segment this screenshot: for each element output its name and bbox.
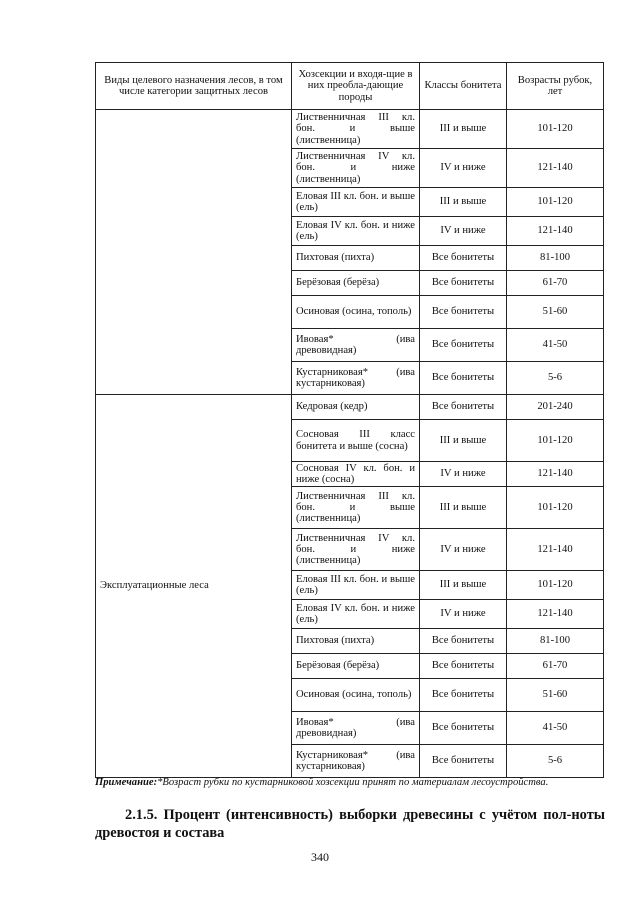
species-cell: Берёзовая (берёза)	[292, 271, 420, 296]
cutting-age-cell: 51-60	[507, 296, 604, 329]
bonitet-cell: III и выше	[420, 188, 507, 217]
bonitet-cell: III и выше	[420, 571, 507, 600]
bonitet-cell: Все бонитеты	[420, 296, 507, 329]
cutting-age-cell: 51-60	[507, 679, 604, 712]
species-cell: Ивовая* (ива древовидная)	[292, 329, 420, 362]
cutting-age-cell: 101-120	[507, 571, 604, 600]
bonitet-cell: Все бонитеты	[420, 629, 507, 654]
header-cutting-age: Возрасты рубок, лет	[507, 63, 604, 110]
species-cell: Пихтовая (пихта)	[292, 246, 420, 271]
bonitet-cell: Все бонитеты	[420, 654, 507, 679]
species-cell: Осиновая (осина, тополь)	[292, 679, 420, 712]
species-cell: Лиственничная III кл. бон. и выше (лиственница)	[292, 110, 420, 149]
cutting-age-cell: 41-50	[507, 329, 604, 362]
cutting-age-cell: 61-70	[507, 271, 604, 296]
cutting-age-cell: 5-6	[507, 362, 604, 395]
bonitet-cell: IV и ниже	[420, 600, 507, 629]
species-cell: Ивовая* (ива древовидная)	[292, 712, 420, 745]
cutting-age-cell: 101-120	[507, 188, 604, 217]
header-species-section: Хозсекции и входя-щие в них преобла-дающие породы	[292, 63, 420, 110]
species-cell: Еловая IV кл. бон. и ниже (ель)	[292, 600, 420, 629]
bonitet-cell: IV и ниже	[420, 529, 507, 571]
table-header-row	[96, 63, 604, 110]
bonitet-cell: IV и ниже	[420, 462, 507, 487]
bonitet-cell: Все бонитеты	[420, 679, 507, 712]
species-cell: Лиственничная IV кл. бон. и ниже (лиственница)	[292, 529, 420, 571]
cutting-age-cell: 121-140	[507, 462, 604, 487]
species-cell: Кустарниковая* (ива кустарниковая)	[292, 745, 420, 778]
cutting-age-cell: 61-70	[507, 654, 604, 679]
cutting-age-cell: 41-50	[507, 712, 604, 745]
species-cell: Кустарниковая* (ива кустарниковая)	[292, 362, 420, 395]
species-cell: Лиственничная III кл. бон. и выше (лиственница)	[292, 487, 420, 529]
species-cell: Еловая III кл. бон. и выше (ель)	[292, 188, 420, 217]
footnote-text: *Возраст рубки по кустарниковой хозсекции принят по материалам лесоустройства.	[157, 777, 549, 788]
species-cell: Сосновая IV кл. бон. и ниже (сосна)	[292, 462, 420, 487]
bonitet-cell: IV и ниже	[420, 149, 507, 188]
cutting-age-cell: 121-140	[507, 529, 604, 571]
species-cell: Берёзовая (берёза)	[292, 654, 420, 679]
species-cell: Пихтовая (пихта)	[292, 629, 420, 654]
bonitet-cell: Все бонитеты	[420, 246, 507, 271]
cutting-age-cell: 121-140	[507, 149, 604, 188]
bonitet-cell: Все бонитеты	[420, 745, 507, 778]
bonitet-cell: IV и ниже	[420, 217, 507, 246]
header-bonitet-class: Классы бонитета	[420, 63, 507, 110]
species-cell: Осиновая (осина, тополь)	[292, 296, 420, 329]
footnote-label: Примечание:	[95, 777, 158, 788]
bonitet-cell: Все бонитеты	[420, 271, 507, 296]
bonitet-cell: Все бонитеты	[420, 362, 507, 395]
cutting-age-cell: 201-240	[507, 395, 604, 420]
species-cell: Кедровая (кедр)	[292, 395, 420, 420]
bonitet-cell: III и выше	[420, 110, 507, 149]
species-cell: Еловая III кл. бон. и выше (ель)	[292, 571, 420, 600]
bonitet-cell: III и выше	[420, 487, 507, 529]
cutting-age-cell: 5-6	[507, 745, 604, 778]
cutting-age-table	[95, 62, 604, 778]
table-row	[96, 395, 604, 420]
table-row	[96, 110, 604, 149]
species-cell: Сосновая III класс бонитета и выше (сосна)	[292, 420, 420, 462]
header-forest-purpose: Виды целевого назначения лесов, в том числе категории защитных лесов	[96, 63, 292, 110]
section-heading: 2.1.5. Процент (интенсивность) выборки древесины с учётом пол-ноты древостоя и состава	[95, 807, 605, 841]
table-footnote	[95, 776, 605, 789]
cutting-age-cell: 101-120	[507, 487, 604, 529]
page-number: 340	[311, 850, 329, 864]
category-cell: Эксплуатационные леса	[96, 395, 292, 778]
bonitet-cell: III и выше	[420, 420, 507, 462]
species-cell: Еловая IV кл. бон. и ниже (ель)	[292, 217, 420, 246]
bonitet-cell: Все бонитеты	[420, 712, 507, 745]
bonitet-cell: Все бонитеты	[420, 329, 507, 362]
bonitet-cell: Все бонитеты	[420, 395, 507, 420]
cutting-age-cell: 121-140	[507, 217, 604, 246]
category-cell	[96, 110, 292, 395]
cutting-age-cell: 81-100	[507, 629, 604, 654]
cutting-age-cell: 101-120	[507, 420, 604, 462]
cutting-age-cell: 81-100	[507, 246, 604, 271]
species-cell: Лиственничная IV кл. бон. и ниже (лиственница)	[292, 149, 420, 188]
cutting-age-cell: 121-140	[507, 600, 604, 629]
cutting-age-cell: 101-120	[507, 110, 604, 149]
